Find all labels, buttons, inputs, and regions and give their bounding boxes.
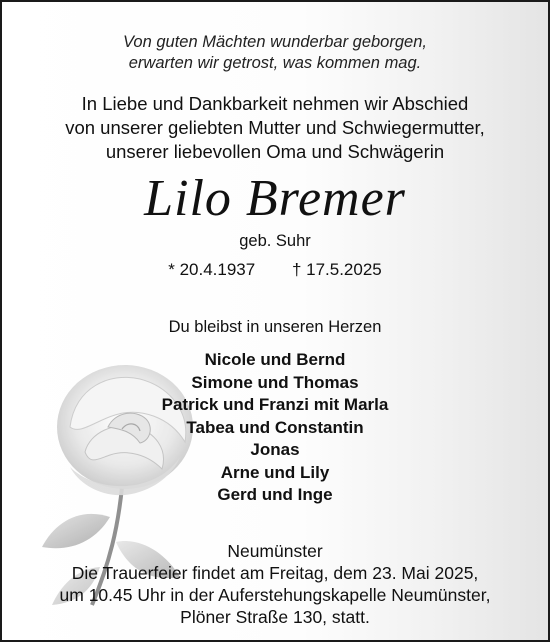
funeral-line: Neumünster: [227, 541, 323, 561]
mourner-entry: Simone und Thomas: [191, 372, 359, 392]
mourner-entry: Gerd und Inge: [217, 485, 333, 504]
intro-line: von unserer geliebten Mutter und Schwiegermutter,: [65, 117, 485, 138]
funeral-line: Die Trauerfeier findet am Freitag, dem 23. Mai 2025,: [71, 563, 479, 583]
funeral-details: [2, 540, 548, 628]
maiden-name: geb. Suhr: [239, 232, 311, 250]
mourner-entry: Jonas: [250, 440, 300, 459]
death-date: † 17.5.2025: [291, 260, 382, 279]
funeral-line: um 10.45 Uhr in der Auferstehungskapelle Neumünster,: [59, 585, 491, 605]
life-dates: [2, 259, 548, 281]
mourner-entry: Patrick und Franzi mit Marla: [161, 395, 389, 414]
deceased-name: Lilo Bremer: [144, 170, 406, 227]
remembrance-line: Du bleibst in unseren Herzen: [168, 318, 382, 336]
funeral-line: Plöner Straße 130, statt.: [180, 607, 370, 627]
motto-line: erwarten wir getrost, was kommen mag.: [128, 54, 422, 72]
motto-line: Von guten Mächten wunderbar geborgen,: [123, 33, 427, 51]
mourner-entry: Arne und Lily: [220, 462, 330, 482]
mourner-entry: Tabea und Constantin: [186, 417, 364, 437]
motto-quote: [2, 32, 548, 74]
notice-content: [2, 2, 548, 640]
mourner-entry: Nicole und Bernd: [204, 350, 346, 369]
intro-text: [2, 92, 548, 164]
mourners-list: [2, 349, 548, 507]
birth-date: * 20.4.1937: [168, 260, 256, 279]
intro-line: In Liebe und Dankbarkeit nehmen wir Abschied: [81, 93, 469, 114]
intro-line: unserer liebevollen Oma und Schwägerin: [105, 141, 445, 162]
